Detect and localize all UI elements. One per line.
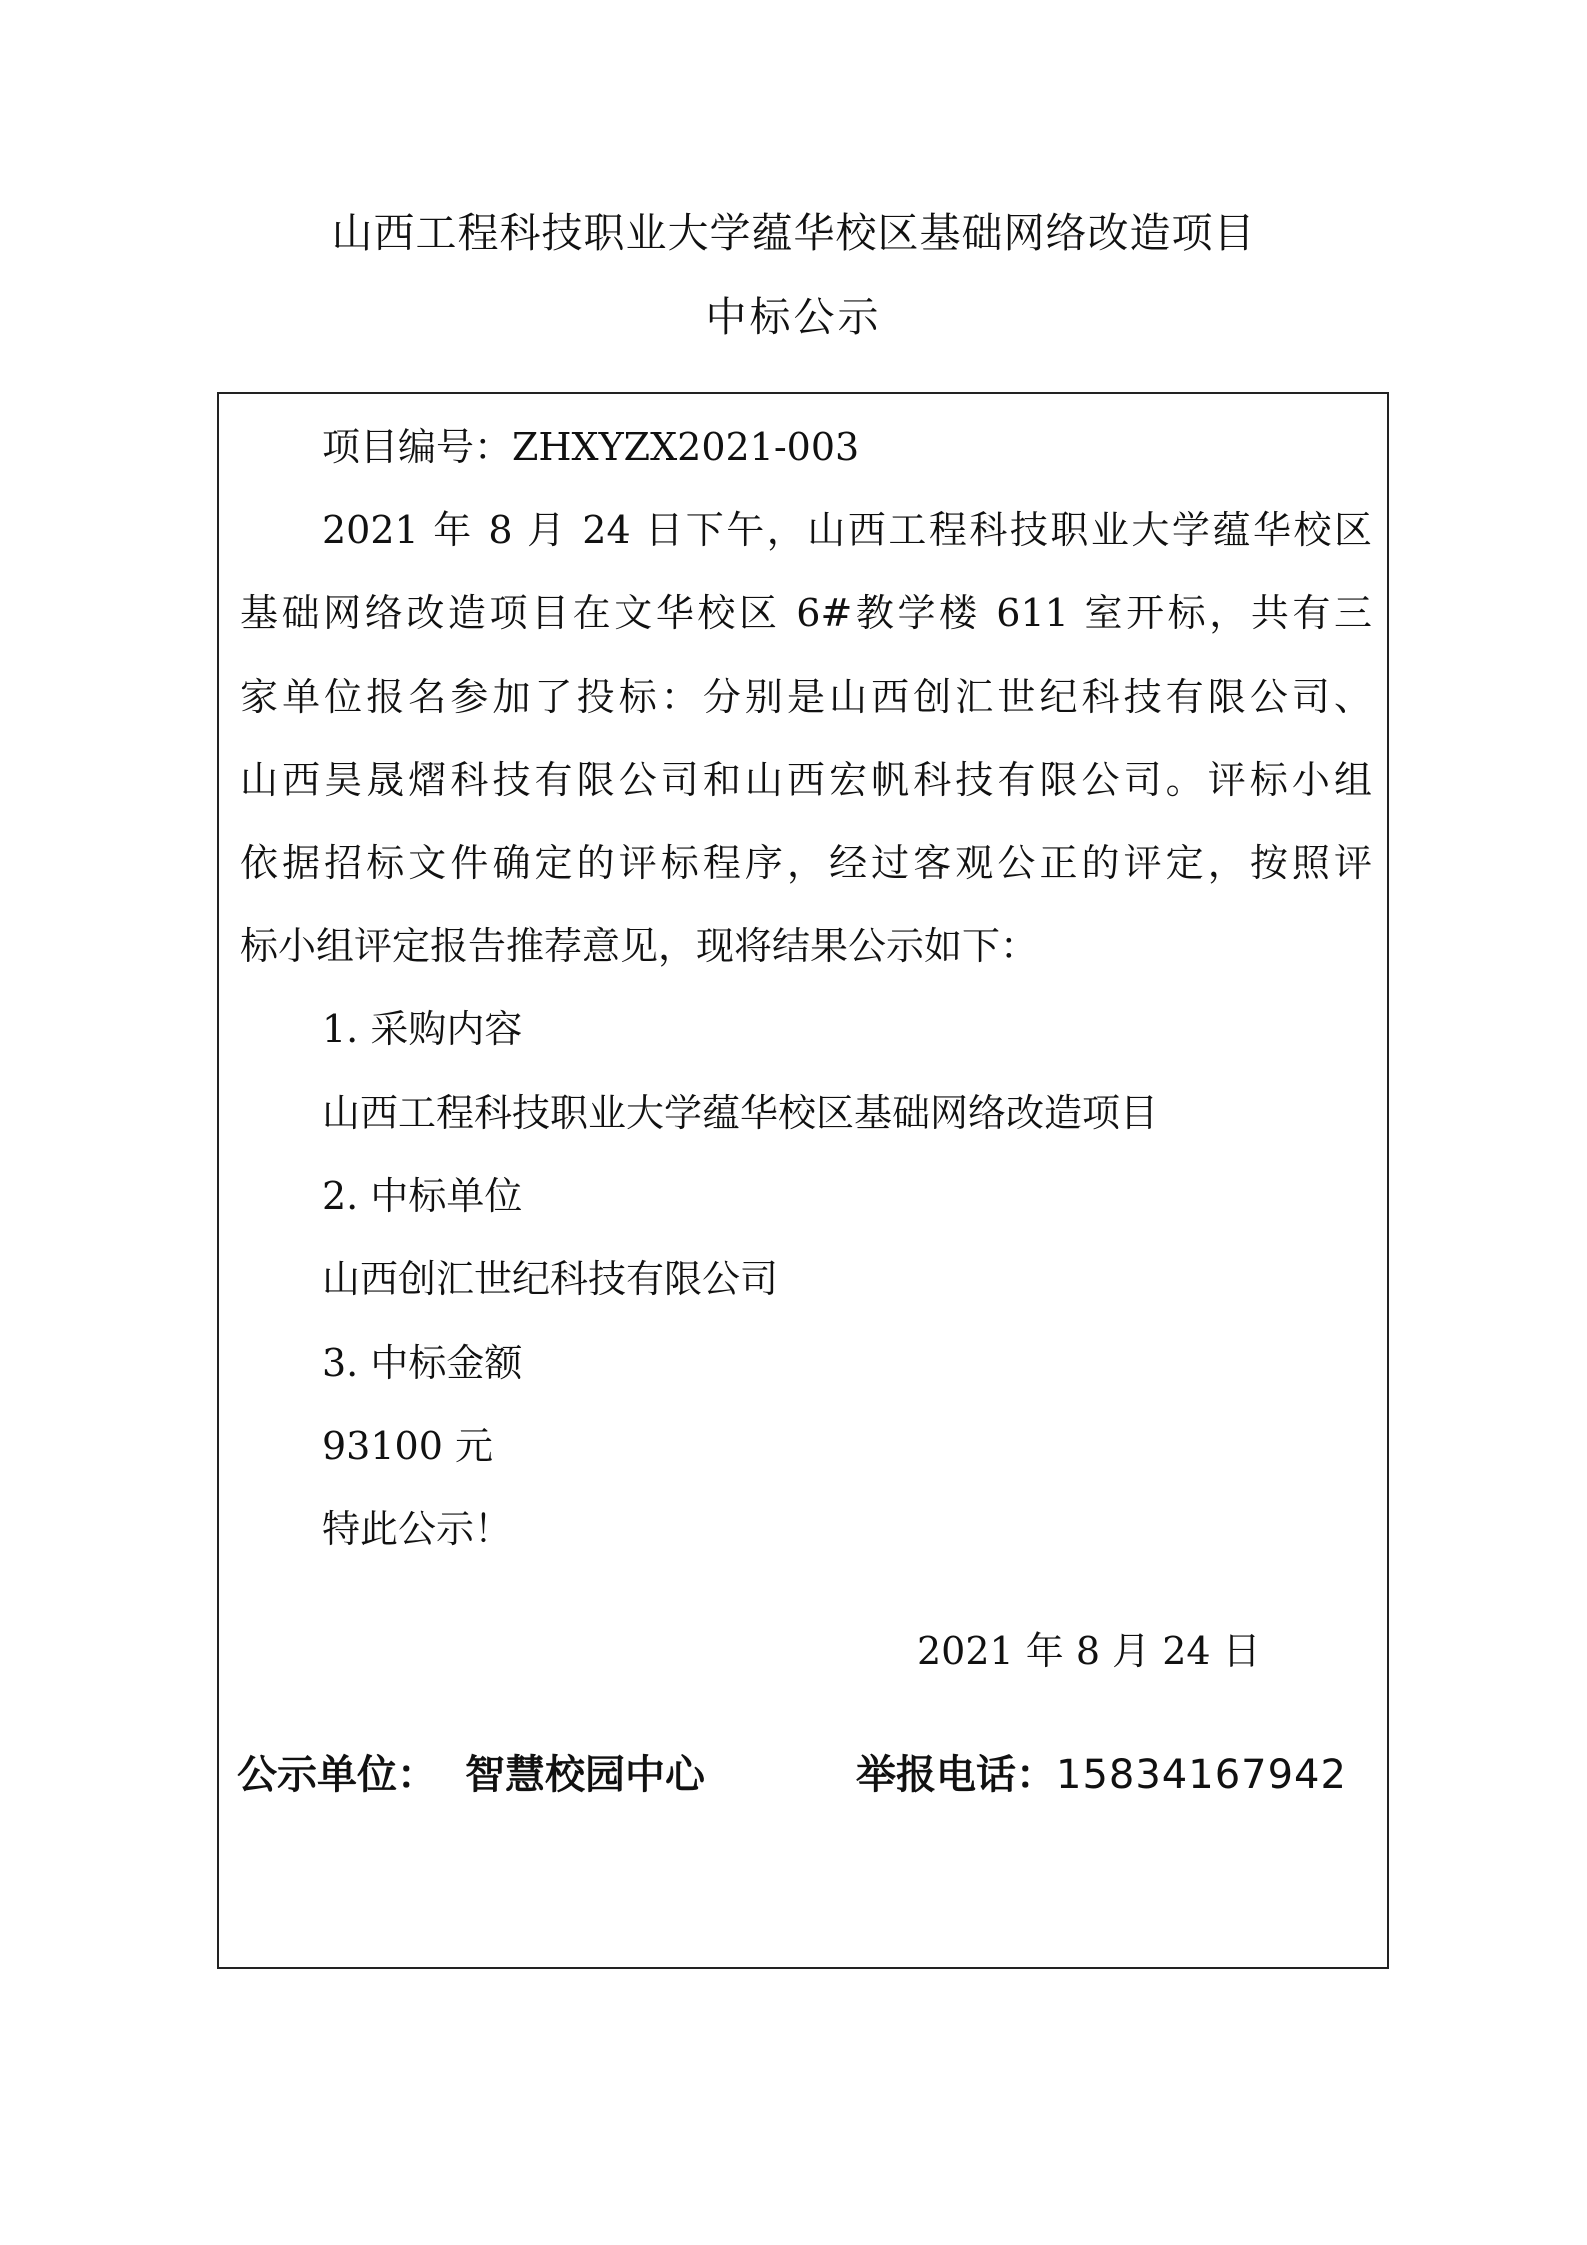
- section-heading-procurement: 1. 采购内容: [322, 1007, 523, 1051]
- section-heading-winner: 2. 中标单位: [322, 1174, 523, 1218]
- document-subtitle: 中标公示: [705, 293, 882, 341]
- phone-value: 15834167942: [1056, 1752, 1347, 1798]
- closing-statement: 特此公示！: [322, 1507, 513, 1551]
- amount-content: 93100 元: [322, 1424, 493, 1468]
- paragraph-line: 家单位报名参加了投标：分别是山西创汇世纪科技有限公司、: [240, 675, 1372, 719]
- project-number: 项目编号：ZHXYZX2021-003: [322, 425, 860, 469]
- phone-label: 举报电话：: [856, 1752, 1056, 1798]
- paragraph-line: 山西昊晟熠科技有限公司和山西宏帆科技有限公司。评标小组: [240, 758, 1372, 802]
- paragraph-line: 标小组评定报告推荐意见，现将结果公示如下：: [240, 924, 1039, 968]
- document-title: 山西工程科技职业大学蕴华校区基础网络改造项目: [331, 209, 1256, 257]
- paragraph-line: 依据招标文件确定的评标程序，经过客观公正的评定，按照评: [240, 841, 1372, 885]
- notice-date: 2021 年 8 月 24 日: [917, 1629, 1261, 1673]
- paragraph-line: 基础网络改造项目在文华校区 6#教学楼 611 室开标，共有三: [240, 591, 1372, 635]
- report-phone: [856, 1750, 1347, 1800]
- paragraph-line: 2021 年 8 月 24 日下午，山西工程科技职业大学蕴华校区: [322, 508, 1372, 552]
- unit-value: 智慧校园中心: [465, 1752, 705, 1798]
- procurement-content: 山西工程科技职业大学蕴华校区基础网络改造项目: [322, 1091, 1159, 1135]
- publishing-unit: [237, 1750, 705, 1800]
- section-heading-amount: 3. 中标金额: [322, 1341, 523, 1385]
- unit-label: 公示单位：: [237, 1752, 437, 1798]
- winner-content: 山西创汇世纪科技有限公司: [322, 1257, 779, 1301]
